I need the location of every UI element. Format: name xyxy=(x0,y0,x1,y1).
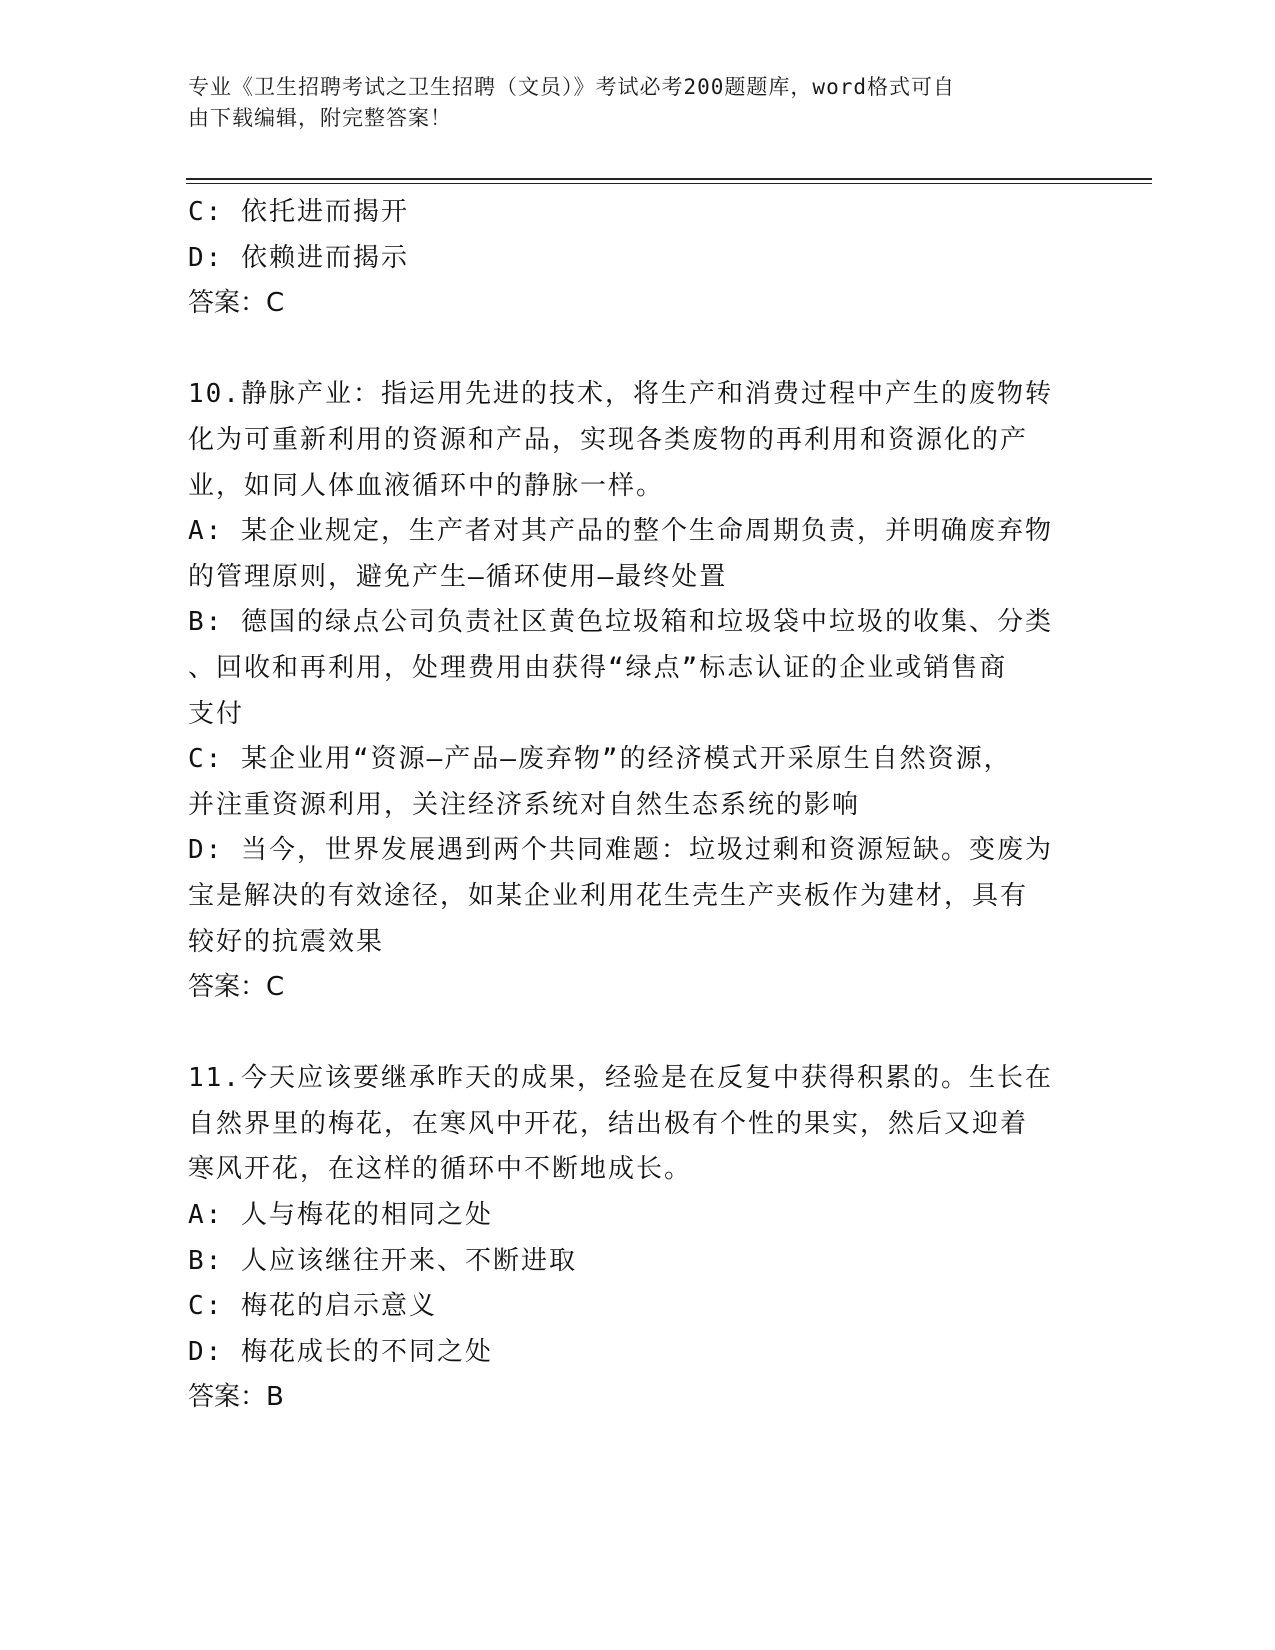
option-b-continued: 、回收和再利用，处理费用由获得“绿点”标志认证的企业或销售商 xyxy=(188,652,1008,683)
header-divider-thin xyxy=(186,183,1152,184)
spacer xyxy=(188,327,1088,373)
option-a: A: 某企业规定，生产者对其产品的整个生命周期负责，并明确废弃物 xyxy=(188,516,1053,547)
option-d: D: 依赖进而揭示 xyxy=(188,242,409,273)
option-d: D: 当今，世界发展遇到两个共同难题：垃圾过剩和资源短缺。变废为 xyxy=(188,835,1053,866)
header-line-2: 由下载编辑，附完整答案！ xyxy=(188,106,452,130)
option-a-continued: 的管理原则，避免产生—循环使用—最终处置 xyxy=(188,561,728,592)
question-9-tail xyxy=(188,190,1088,327)
option-d-continued: 较好的抗震效果 xyxy=(188,926,385,957)
question-stem-line: 业，如同人体血液循环中的静脉一样。 xyxy=(188,470,665,501)
spacer xyxy=(188,1011,1088,1057)
document-header xyxy=(188,72,1068,134)
option-a: A: 人与梅花的相同之处 xyxy=(188,1200,493,1231)
answer-line: 答案：C xyxy=(188,972,285,1003)
answer-line: 答案：B xyxy=(188,1382,284,1413)
option-b: B: 人应该继往开来、不断进取 xyxy=(188,1245,577,1276)
option-c: C: 某企业用“资源—产品—废弃物”的经济模式开采原生自然资源， xyxy=(188,744,1012,775)
option-c-continued: 并注重资源利用，关注经济系统对自然生态系统的影响 xyxy=(188,789,861,820)
option-b: B: 德国的绿点公司负责社区黄色垃圾箱和垃圾袋中垃圾的收集、分类 xyxy=(188,607,1053,638)
question-11 xyxy=(188,1056,1088,1421)
question-10 xyxy=(188,372,1088,1010)
header-divider-thick xyxy=(186,178,1152,180)
question-stem-line: 11.今天应该要继承昨天的成果，经验是在反复中获得积累的。生长在 xyxy=(188,1063,1053,1094)
question-stem-line: 自然界里的梅花，在寒风中开花，结出极有个性的果实，然后又迎着 xyxy=(188,1108,1029,1139)
document-body xyxy=(188,190,1088,1421)
option-b-continued: 支付 xyxy=(188,698,245,729)
option-c: C: 梅花的启示意义 xyxy=(188,1291,437,1322)
answer-line: 答案：C xyxy=(188,288,285,319)
question-stem-line: 寒风开花，在这样的循环中不断地成长。 xyxy=(188,1154,693,1185)
header-line-1: 专业《卫生招聘考试之卫生招聘（文员）》考试必考200题题库，word格式可自 xyxy=(188,75,955,99)
question-stem-line: 10.静脉产业：指运用先进的技术，将生产和消费过程中产生的废物转 xyxy=(188,379,1053,410)
question-stem-line: 化为可重新利用的资源和产品，实现各类废物的再利用和资源化的产 xyxy=(188,424,1029,455)
option-d-continued: 宝是解决的有效途径，如某企业利用花生壳生产夹板作为建材，具有 xyxy=(188,880,1029,911)
option-c: C: 依托进而揭开 xyxy=(188,197,409,227)
option-d: D: 梅花成长的不同之处 xyxy=(188,1336,493,1367)
